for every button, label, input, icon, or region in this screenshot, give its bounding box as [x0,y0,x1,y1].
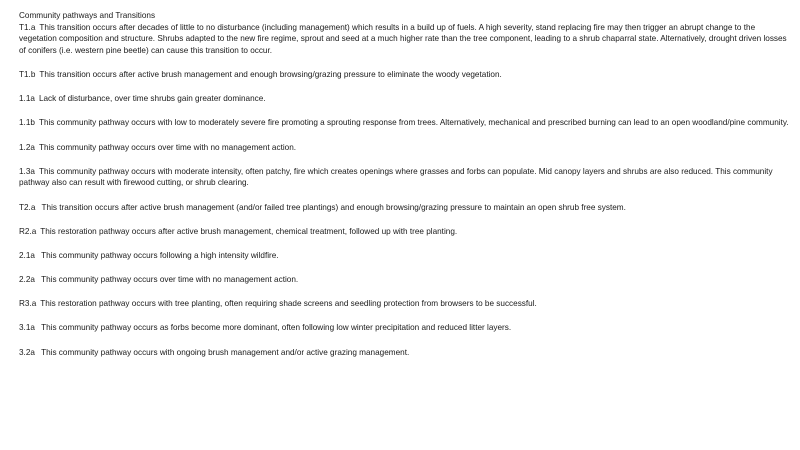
pathway-text: This community pathway occurs with ongoing brush management and/or active grazing management. [38,347,410,357]
pathway-entry [19,117,789,129]
pathway-text: This transition occurs after active brush management and enough browsing/grazing pressure to eliminate the woody vegetation. [39,69,502,79]
pathway-code: 1.3a [19,166,35,176]
pathway-entry [19,347,789,359]
pathway-text: This transition occurs after decades of little to no disturbance (including management) which results in a build up of fuels. A high severity, stand replacing fire may then trigger an abrupt change to the vegetation composition and structure. Shrubs adapted to the new fire regime, sprout and seed at a much higher rate than the tree component, leading to a shrub chaparral state. Alternatively, drought driven losses of conifers (i.e. western pine beetle) can cause this transition to occur. [19,22,787,55]
pathway-text: This community pathway occurs with moderate intensity, often patchy, fire which creates openings where grasses and forbs can populate. Mid canopy layers and shrubs are also reduced. This community pathway also can result with firewood cutting, or shrub clearing. [19,166,773,188]
pathway-text: This community pathway occurs as forbs become more dominant, often following low winter precipitation and reduced litter layers. [38,323,512,333]
document-body [19,10,789,371]
pathway-entry [19,322,789,334]
pathway-code: 3.2a [19,347,35,357]
pathway-entry [19,250,789,262]
pathway-text: This community pathway occurs over time with no management action. [38,275,299,285]
pathway-text: Lack of disturbance, over time shrubs gain greater dominance. [38,94,266,104]
pathway-code: 2.2a [19,275,35,285]
pathway-entry [19,166,789,189]
pathway-text: This community pathway occurs over time with no management action. [38,142,297,152]
pathway-code: 1.2a [19,142,35,152]
pathway-entry [19,93,789,105]
pathway-entry [19,202,789,214]
pathway-entry [19,22,789,57]
pathway-entry [19,142,789,154]
pathway-code: R3.a [19,299,37,309]
pathway-entry [19,69,789,81]
pathway-text: This restoration pathway occurs after active brush management, chemical treatment, followed up with tree planting. [40,226,458,236]
pathway-code: T1.b [19,69,36,79]
pathway-code: 2.1a [19,250,35,260]
pathway-text: This transition occurs after active brush management (and/or failed tree plantings) and enough browsing/grazing pressure to maintain an open shrub free system. [39,202,626,212]
pathway-code: R2.a [19,226,37,236]
pathway-text: This restoration pathway occurs with tree planting, often requiring shade screens and seedling protection from browsers to be successful. [40,299,537,309]
pathway-code: 3.1a [19,323,35,333]
pathway-code: T2.a [19,202,36,212]
document-title: Community pathways and Transitions [19,11,156,20]
pathway-text: This community pathway occurs with low to moderately severe fire promoting a sprouting response from trees. Alternatively, mechanical and prescribed burning can lead to an open woodland/pine community. [38,118,789,128]
pathway-code: 1.1a [19,94,35,104]
pathway-text: This community pathway occurs following a high intensity wildfire. [38,250,279,260]
pathway-entry [19,274,789,286]
pathway-code: T1.a [19,22,36,32]
pathway-code: 1.1b [19,118,35,128]
pathway-entry [19,226,789,238]
pathway-entry [19,298,789,310]
